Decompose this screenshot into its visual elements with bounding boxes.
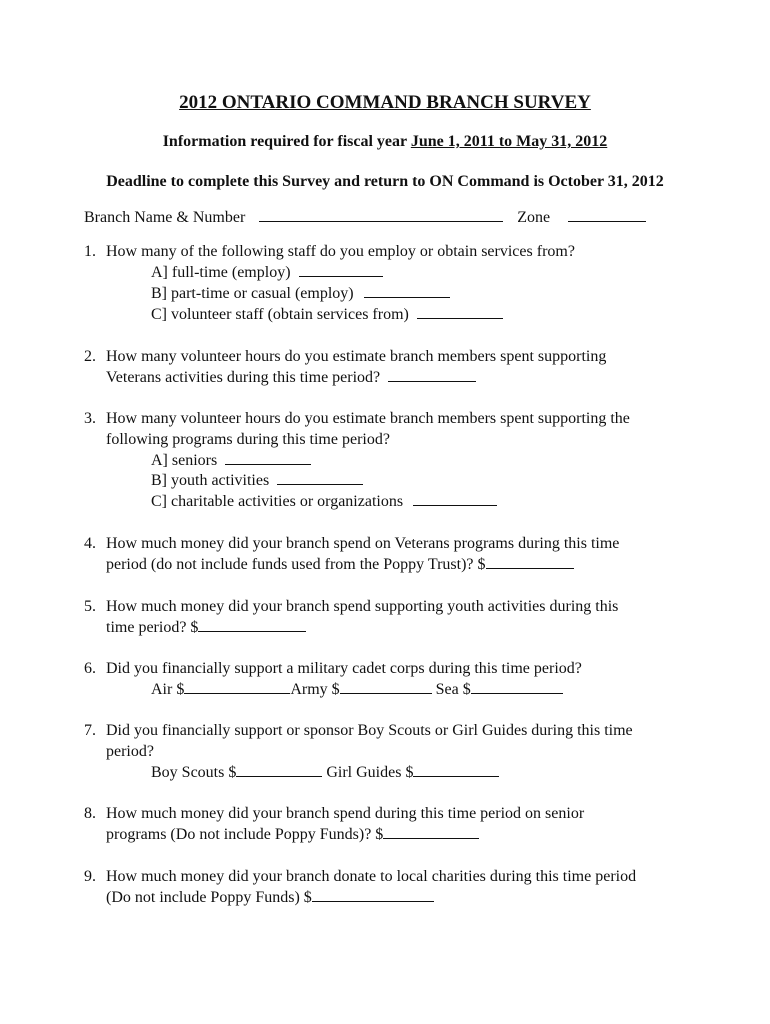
- option-label: A] seniors: [151, 452, 218, 469]
- branch-name-label: Branch Name & Number: [84, 209, 246, 226]
- option-label: B] part-time or casual (employ): [151, 285, 354, 302]
- question-text: programs (Do not include Poppy Funds)? $: [106, 826, 384, 843]
- youth-hours-field[interactable]: [277, 470, 363, 485]
- question-number: 9.: [84, 868, 96, 885]
- volunteer-staff-field[interactable]: [417, 304, 503, 319]
- fiscal-period: June 1, 2011 to May 31, 2012: [410, 133, 608, 150]
- senior-programs-amount-field[interactable]: [383, 824, 479, 839]
- question-text: How much money did your branch donate to local charities during this time period: [106, 868, 637, 885]
- question-text: How many volunteer hours do you estimate branch members spent supporting: [106, 348, 607, 365]
- question-2-line-2: [106, 367, 476, 388]
- question-text: How many of the following staff do you employ or obtain services from?: [106, 243, 575, 260]
- q1-option-a: [151, 262, 383, 283]
- question-3: [84, 408, 630, 429]
- question-6: [84, 658, 582, 679]
- question-number: 3.: [84, 410, 96, 427]
- question-3-line-2: following programs during this time period?: [106, 431, 390, 448]
- question-number: 7.: [84, 722, 96, 739]
- youth-activities-amount-field[interactable]: [198, 617, 306, 632]
- page-title: 2012 ONTARIO COMMAND BRANCH SURVEY: [179, 92, 591, 113]
- girl-guides-amount-field[interactable]: [413, 762, 499, 777]
- q3-option-b: [151, 470, 363, 491]
- question-4-line-2: [106, 554, 574, 575]
- question-text: Did you financially support or sponsor Boy Scouts or Girl Guides during this time: [106, 722, 633, 739]
- question-text: period (do not include funds used from the Poppy Trust)? $: [106, 556, 486, 573]
- question-text: How much money did your branch spend supporting youth activities during this: [106, 598, 619, 615]
- question-number: 4.: [84, 535, 96, 552]
- subtitle-prefix: Information required for fiscal year: [162, 133, 411, 150]
- question-9: [84, 866, 636, 887]
- scouts-guides-row: [151, 762, 499, 783]
- veterans-programs-amount-field[interactable]: [486, 554, 574, 569]
- question-8-line-2: [106, 824, 479, 845]
- local-charities-amount-field[interactable]: [312, 887, 434, 902]
- q3-option-a: [151, 450, 311, 471]
- question-number: 8.: [84, 805, 96, 822]
- army-cadets-amount-field[interactable]: [340, 679, 432, 694]
- question-text: How many volunteer hours do you estimate branch members spent supporting the: [106, 410, 630, 427]
- question-7-line-2: period?: [106, 743, 154, 760]
- question-text: How much money did your branch spend during this time period on senior: [106, 805, 585, 822]
- deadline-notice: Deadline to complete this Survey and return to ON Command is October 31, 2012: [106, 173, 664, 190]
- question-number: 6.: [84, 660, 96, 677]
- army-label: Army $: [290, 681, 340, 698]
- zone-label: Zone: [517, 209, 551, 226]
- question-5: [84, 596, 618, 617]
- air-label: Air $: [151, 681, 185, 698]
- full-time-field[interactable]: [299, 262, 383, 277]
- question-5-line-2: [106, 617, 306, 638]
- question-text: Veterans activities during this time period?: [106, 369, 381, 386]
- girl-guides-label: Girl Guides $: [326, 764, 414, 781]
- seniors-hours-field[interactable]: [225, 450, 311, 465]
- question-text: How much money did your branch spend on Veterans programs during this time: [106, 535, 620, 552]
- option-label: B] youth activities: [151, 472, 270, 489]
- question-number: 1.: [84, 243, 96, 260]
- zone-field[interactable]: [568, 207, 646, 222]
- sea-cadets-amount-field[interactable]: [471, 679, 563, 694]
- option-label: C] charitable activities or organizations: [151, 493, 404, 510]
- q1-option-b: [151, 283, 450, 304]
- question-4: [84, 533, 619, 554]
- fiscal-year-subtitle: [0, 131, 770, 152]
- question-8: [84, 803, 584, 824]
- question-text: time period? $: [106, 619, 199, 636]
- sea-label: Sea $: [435, 681, 471, 698]
- charitable-hours-field[interactable]: [413, 491, 497, 506]
- air-cadets-amount-field[interactable]: [184, 679, 290, 694]
- q1-option-c: [151, 304, 503, 325]
- question-number: 2.: [84, 348, 96, 365]
- question-2: [84, 346, 606, 367]
- option-label: C] volunteer staff (obtain services from): [151, 306, 409, 323]
- question-9-line-2: [106, 887, 434, 908]
- question-7: [84, 720, 633, 741]
- branch-name-field[interactable]: [259, 207, 503, 222]
- cadet-amounts-row: [151, 679, 563, 700]
- question-1: [84, 241, 575, 262]
- boy-scouts-amount-field[interactable]: [236, 762, 322, 777]
- boy-scouts-label: Boy Scouts $: [151, 764, 237, 781]
- part-time-field[interactable]: [364, 283, 450, 298]
- question-text: Did you financially support a military cadet corps during this time period?: [106, 660, 582, 677]
- q3-option-c: [151, 491, 497, 512]
- question-text: (Do not include Poppy Funds) $: [106, 889, 312, 906]
- branch-row: [84, 207, 646, 228]
- option-label: A] full-time (employ): [151, 264, 291, 281]
- question-number: 5.: [84, 598, 96, 615]
- veterans-hours-field[interactable]: [388, 367, 476, 382]
